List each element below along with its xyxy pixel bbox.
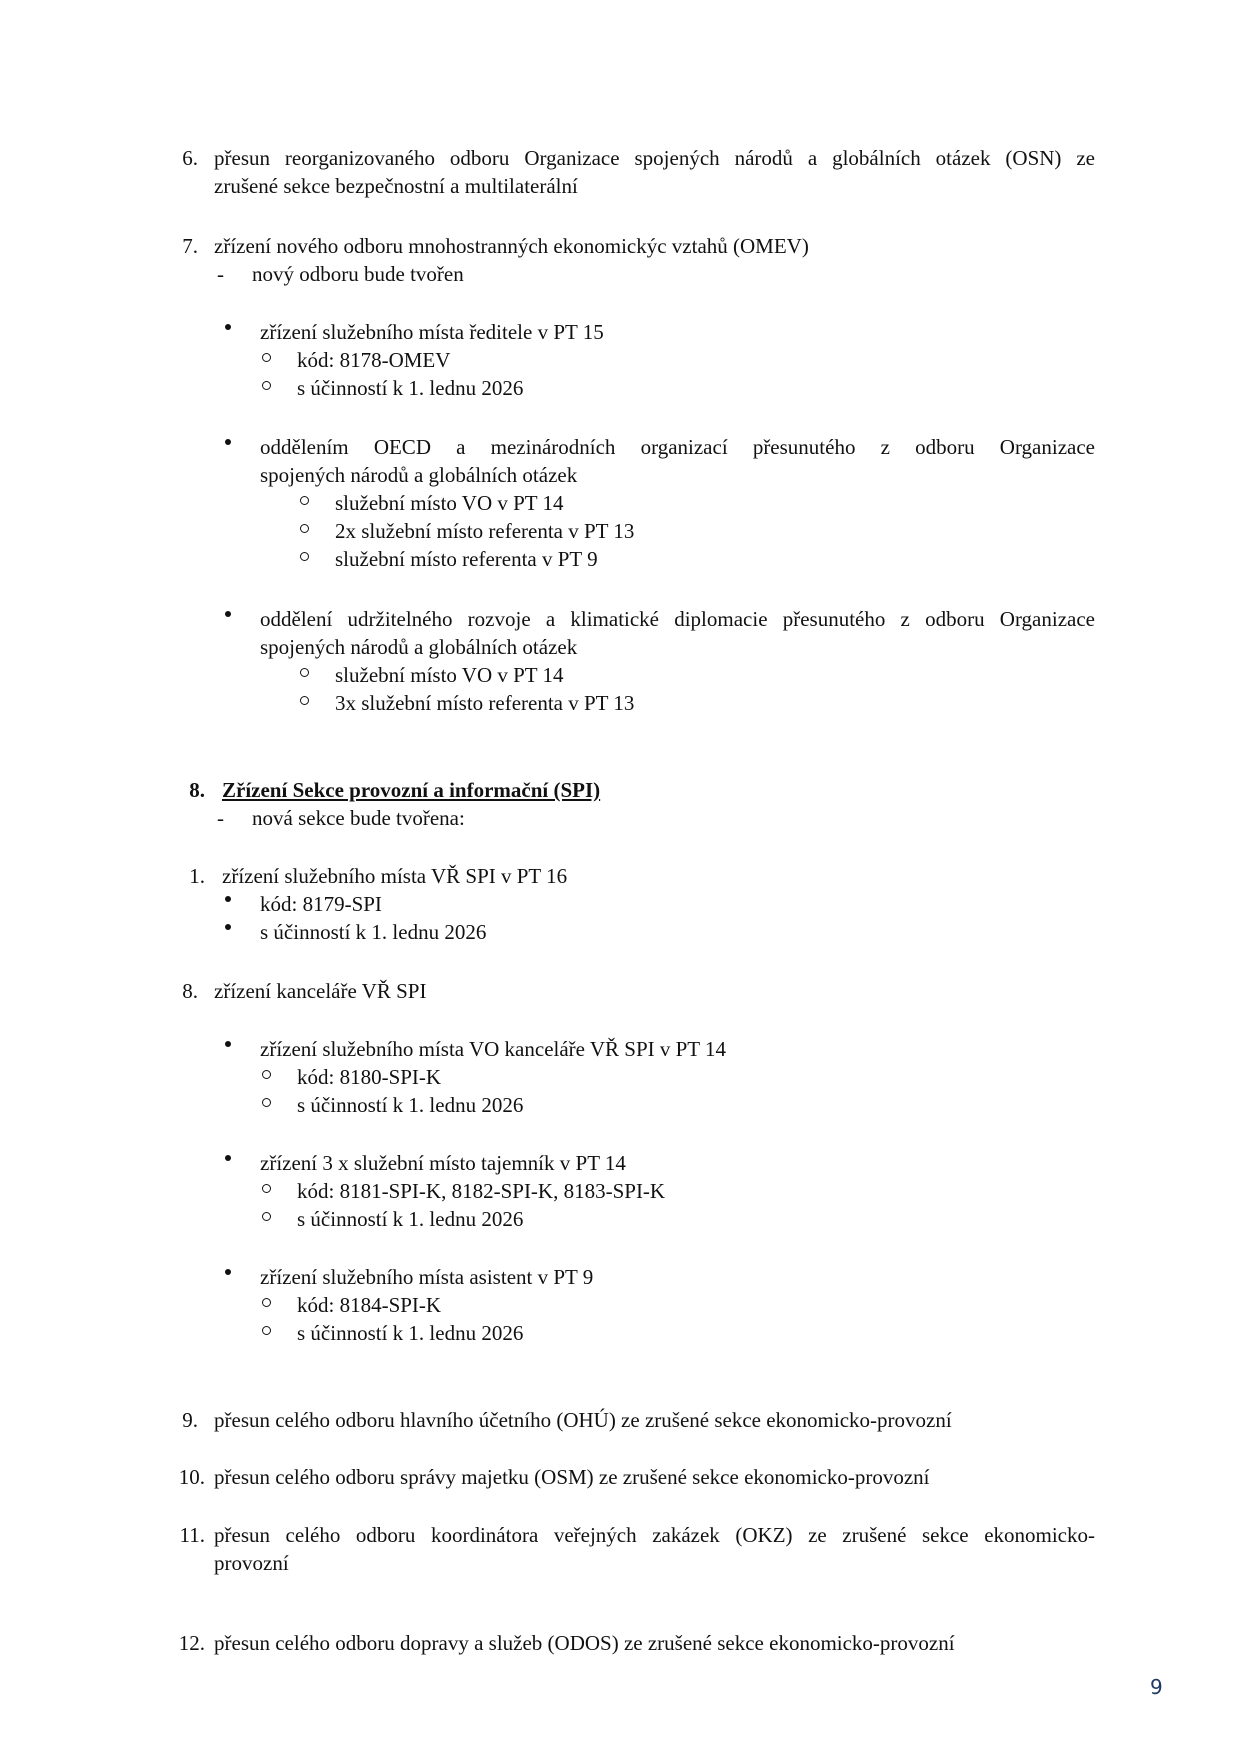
circle-bullet-icon: [300, 496, 309, 505]
bullet-icon: [225, 1269, 231, 1275]
k-bullet2-sub2: s účinností k 1. lednu 2026: [297, 1207, 524, 1231]
item-11-number: 11.: [179, 1523, 205, 1547]
circle-bullet-icon: [262, 1298, 271, 1307]
omev-bullet3-line2: spojených národů a globálních otázek: [260, 635, 578, 659]
item-10-number: 10.: [178, 1465, 205, 1489]
k-bullet1-sub2: s účinností k 1. lednu 2026: [297, 1093, 524, 1117]
spi-8-number: 8.: [182, 979, 198, 1003]
spi-1-bullet2: s účinností k 1. lednu 2026: [260, 920, 487, 944]
circle-bullet-icon: [262, 1070, 271, 1079]
bullet-icon: [225, 896, 231, 902]
omev-bullet1-text: zřízení služebního místa ředitele v PT 15: [260, 320, 604, 344]
item-8-dash: -: [217, 806, 224, 830]
circle-bullet-icon: [262, 353, 271, 362]
circle-bullet-icon: [300, 668, 309, 677]
omev-bullet2-sub2: 2x služební místo referenta v PT 13: [335, 519, 635, 543]
bullet-icon: [225, 924, 231, 930]
item-8-number: 8.: [189, 778, 205, 802]
circle-bullet-icon: [300, 696, 309, 705]
item-11-line2: provozní: [214, 1551, 289, 1575]
circle-bullet-icon: [300, 524, 309, 533]
item-6-number: 6.: [182, 146, 198, 170]
circle-bullet-icon: [262, 1326, 271, 1335]
item-10-text: přesun celého odboru správy majetku (OSM) ze zrušené sekce ekonomicko-provozní: [214, 1465, 930, 1489]
item-8-dash-text: nová sekce bude tvořena:: [252, 806, 465, 830]
omev-bullet2-sub1: služební místo VO v PT 14: [335, 491, 564, 515]
item-7-number: 7.: [182, 234, 198, 258]
spi-1-text: zřízení služebního místa VŘ SPI v PT 16: [222, 864, 568, 888]
item-6-line1: přesun reorganizovaného odboru Organizace spojených národů a globálních otázek (OSN) ze: [214, 146, 1095, 170]
omev-bullet1-sub2: s účinností k 1. lednu 2026: [297, 376, 524, 400]
spi-8-text: zřízení kanceláře VŘ SPI: [214, 979, 427, 1003]
omev-bullet2-line1: oddělením OECD a mezinárodních organizací přesunutého z odboru Organizace: [260, 435, 1095, 459]
k-bullet3-text: zřízení služebního místa asistent v PT 9: [260, 1265, 594, 1289]
item-12-text: přesun celého odboru dopravy a služeb (ODOS) ze zrušené sekce ekonomicko-provozní: [214, 1631, 955, 1655]
item-7-text: zřízení nového odboru mnohostranných ekonomickýc vztahů (OMEV): [214, 234, 809, 258]
item-9-number: 9.: [182, 1408, 198, 1432]
bullet-icon: [225, 611, 231, 617]
spi-1-bullet1: kód: 8179-SPI: [260, 892, 382, 916]
bullet-icon: [225, 1155, 231, 1161]
k-bullet1-text: zřízení služebního místa VO kanceláře VŘ SPI v PT 14: [260, 1037, 727, 1061]
bullet-icon: [225, 439, 231, 445]
bullet-icon: [225, 324, 231, 330]
k-bullet3-sub2: s účinností k 1. lednu 2026: [297, 1321, 524, 1345]
item-7-dash-text: nový odboru bude tvořen: [252, 262, 464, 286]
item-11-line1: přesun celého odboru koordinátora veřejných zakázek (OKZ) ze zrušené sekce ekonomicko-: [214, 1523, 1095, 1547]
page-number: 9: [1150, 1675, 1163, 1699]
circle-bullet-icon: [300, 552, 309, 561]
circle-bullet-icon: [262, 381, 271, 390]
item-9-text: přesun celého odboru hlavního účetního (OHÚ) ze zrušené sekce ekonomicko-provozní: [214, 1408, 952, 1432]
spi-1-number: 1.: [189, 864, 205, 888]
k-bullet2-text: zřízení 3 x služební místo tajemník v PT 14: [260, 1151, 626, 1175]
item-6-line2: zrušené sekce bezpečnostní a multilaterální: [214, 174, 578, 198]
omev-bullet3-line1: oddělení udržitelného rozvoje a klimatické diplomacie přesunutého z odboru Organizace: [260, 607, 1095, 631]
k-bullet1-sub1: kód: 8180-SPI-K: [297, 1065, 442, 1089]
k-bullet2-sub1: kód: 8181-SPI-K, 8182-SPI-K, 8183-SPI-K: [297, 1179, 666, 1203]
item-12-number: 12.: [178, 1631, 205, 1655]
omev-bullet3-sub1: služební místo VO v PT 14: [335, 663, 564, 687]
k-bullet3-sub1: kód: 8184-SPI-K: [297, 1293, 442, 1317]
item-7-dash: -: [217, 262, 224, 286]
circle-bullet-icon: [262, 1098, 271, 1107]
omev-bullet2-line2: spojených národů a globálních otázek: [260, 463, 578, 487]
omev-bullet2-sub3: služební místo referenta v PT 9: [335, 547, 598, 571]
omev-bullet3-sub2: 3x služební místo referenta v PT 13: [335, 691, 635, 715]
bullet-icon: [225, 1041, 231, 1047]
circle-bullet-icon: [262, 1212, 271, 1221]
circle-bullet-icon: [262, 1184, 271, 1193]
omev-bullet1-sub1: kód: 8178-OMEV: [297, 348, 451, 372]
item-8-heading: Zřízení Sekce provozní a informační (SPI): [222, 778, 601, 802]
